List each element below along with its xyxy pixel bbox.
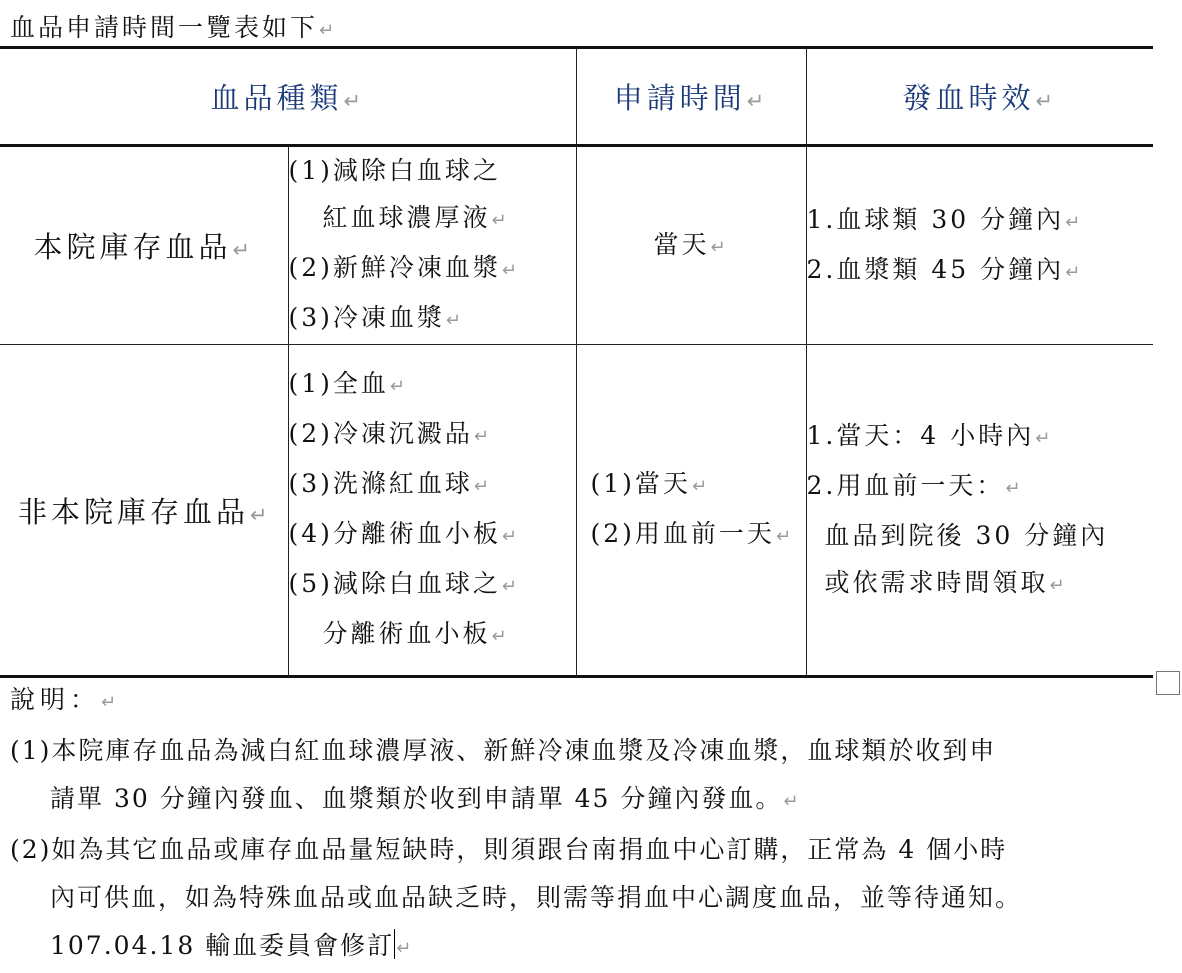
list-item: 2.血漿類 45 分鐘內↵ <box>806 254 1084 284</box>
list-item: (5)減除白血球之↵ <box>288 569 521 598</box>
revision-note: 107.04.18 輸血委員會修訂 ↵ <box>50 931 414 960</box>
row1-category: 本院庫存血品↵ <box>0 146 288 345</box>
notes-heading: 說明：↵ <box>10 685 122 714</box>
list-item: (3)洗滌紅血球↵ <box>288 469 493 498</box>
row1-issue-time <box>806 146 1153 345</box>
header-issue-time: 發血時效↵ <box>806 48 1153 146</box>
list-item: (2)新鮮冷凍血漿↵ <box>288 253 521 282</box>
row2-issue-time <box>806 345 1153 677</box>
list-item: 或依需求時間領取↵ <box>824 567 1068 597</box>
page-title: 血品申請時間一覽表如下↵ <box>10 13 338 42</box>
list-item: (1)減除白血球之 <box>288 156 501 185</box>
notes-section <box>10 676 1160 973</box>
list-item: 分離術血小板↵ <box>322 619 510 648</box>
row2-products <box>288 345 576 677</box>
list-item: 1.當天：4 小時內↵ <box>806 420 1054 450</box>
blood-product-table <box>0 46 1153 678</box>
list-item: (1)當天↵ <box>590 469 711 498</box>
list-item: (2)冷凍沉澱品↵ <box>288 419 493 448</box>
header-product-type: 血品種類↵ <box>0 48 576 146</box>
list-item: (2)用血前一天↵ <box>590 519 795 548</box>
list-item: 2.用血前一天：↵ <box>806 470 1024 500</box>
row1-products <box>288 146 576 345</box>
note-item-continued: 請單 30 分鐘內發血、血漿類於收到申請單 45 分鐘內發血。↵ <box>50 784 801 813</box>
table-row <box>0 146 1153 345</box>
row2-category: 非本院庫存血品↵ <box>0 345 288 677</box>
note-item-continued: 內可供血，如為特殊血品或血品缺乏時，則需等捐血中心調度血品，並等待通知。 <box>50 883 1023 912</box>
list-item: 1.血球類 30 分鐘內↵ <box>806 204 1084 234</box>
header-apply-time: 申請時間↵ <box>576 48 806 146</box>
list-item: 紅血球濃厚液↵ <box>322 203 510 232</box>
row2-apply-time <box>576 345 806 677</box>
table-row <box>0 345 1153 677</box>
paragraph-mark-icon: ↵ <box>319 20 338 41</box>
note-item: (1)本院庫存血品為減白紅血球濃厚液、新鮮冷凍血漿及冷凍血漿，血球類於收到申 <box>10 736 997 765</box>
list-item: 血品到院後 30 分鐘內 <box>824 520 1109 550</box>
list-item: (1)全血↵ <box>288 369 409 398</box>
row1-apply-time: 當天↵ <box>576 146 806 345</box>
list-item: (4)分離術血小板↵ <box>288 519 521 548</box>
note-item: (2)如為其它血品或庫存血品量短缺時，則須跟台南捐血中心訂購，正常為 4 個小時 <box>10 835 1008 864</box>
table-header-row <box>0 48 1153 146</box>
list-item: (3)冷凍血漿↵ <box>288 303 465 332</box>
